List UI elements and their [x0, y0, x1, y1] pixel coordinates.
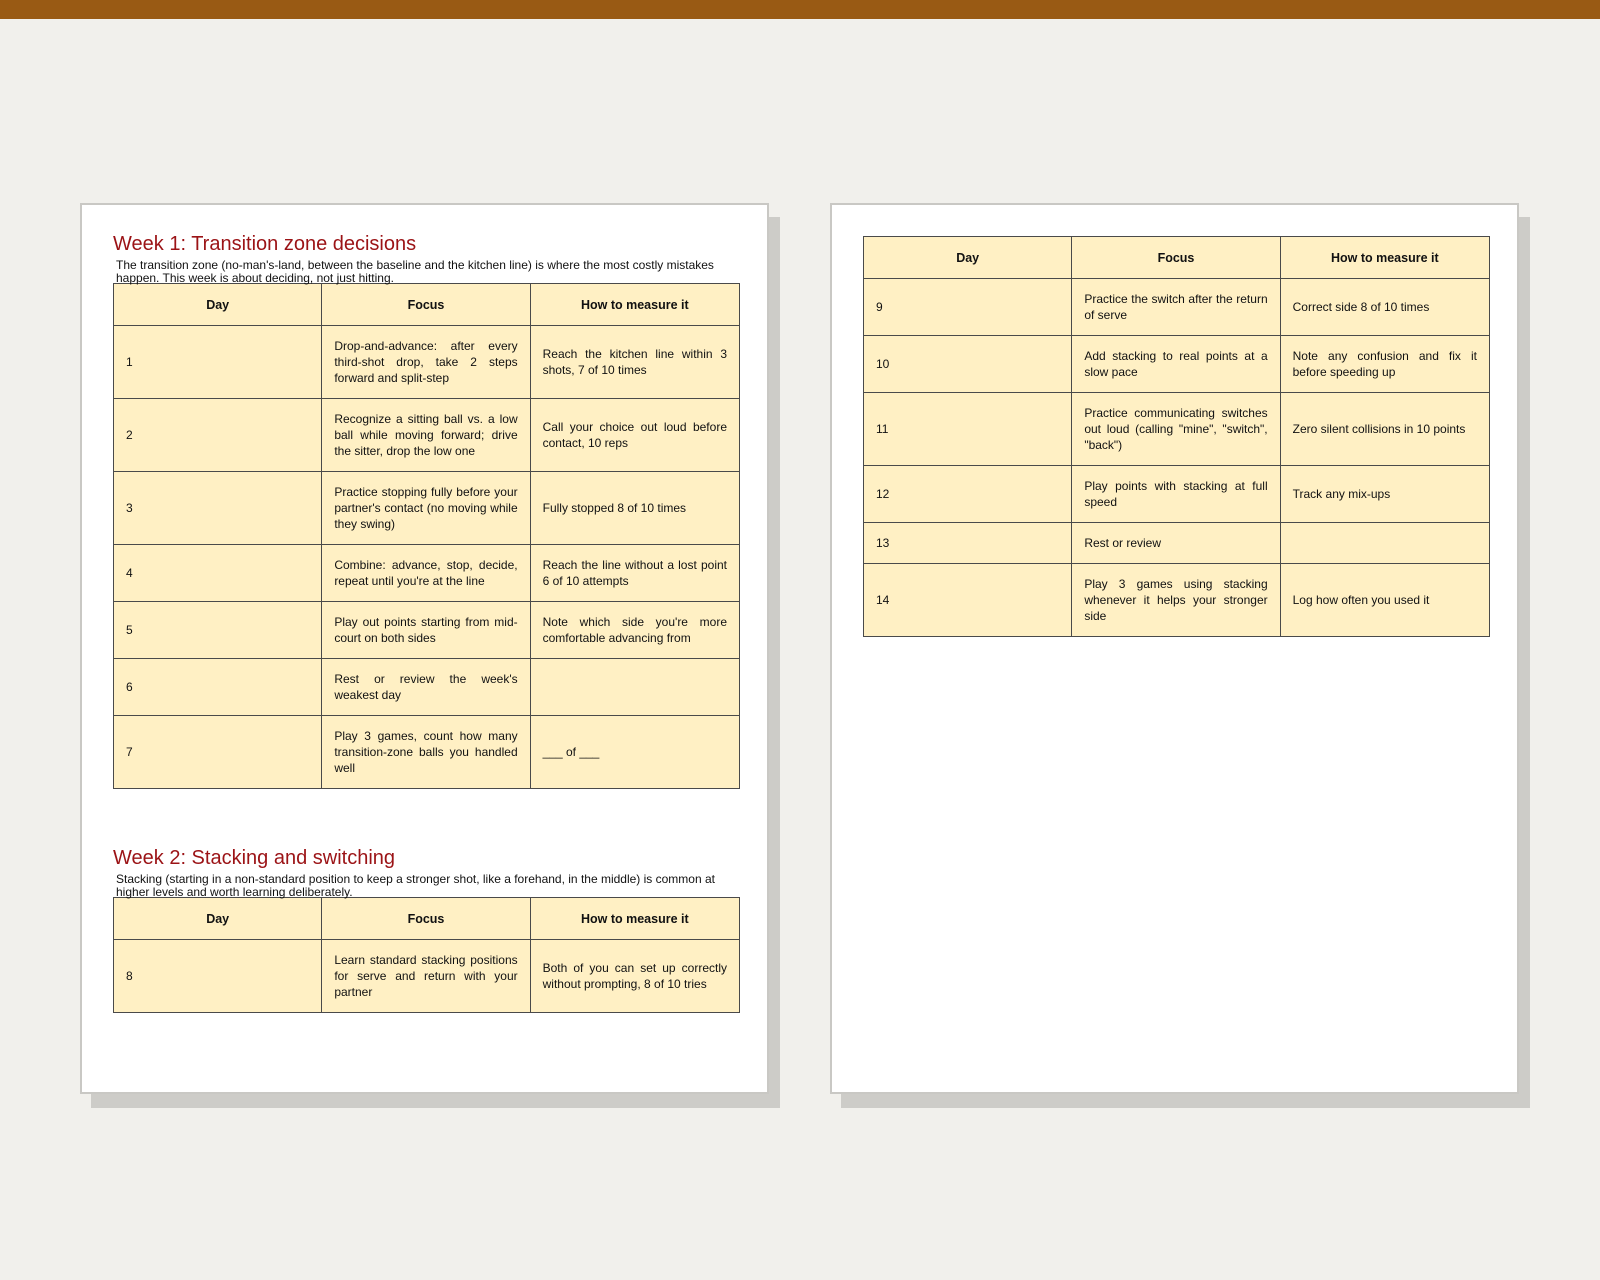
day-cell: 9: [864, 279, 1072, 336]
document-page-2: [830, 203, 1519, 1094]
day-cell: 5: [114, 602, 322, 659]
focus-cell: Recognize a sitting ball vs. a low ball while moving forward; drive the sitter, drop the low one: [322, 399, 530, 472]
measure-cell: Note any confusion and fix it before speeding up: [1280, 336, 1489, 393]
day-cell: 14: [864, 564, 1072, 637]
header-measure: How to measure it: [1280, 237, 1489, 279]
table-header-row: [114, 284, 740, 326]
week2-continued: [863, 236, 1490, 637]
day-cell: 1: [114, 326, 322, 399]
week1-intro: The transition zone (no-man's-land, between the baseline and the kitchen line) is where the most costly mistakes happen. This week is about deciding, not just hitting.: [116, 258, 714, 285]
header-focus: Focus: [322, 898, 530, 940]
week2-intro: Stacking (starting in a non-standard position to keep a stronger shot, like a forehand, in the middle) is common at higher levels and worth learning deliberately.: [116, 872, 715, 899]
focus-cell: Practice communicating switches out loud (calling "mine", "switch", "back"): [1072, 393, 1280, 466]
focus-cell: Drop-and-advance: after every third-shot drop, take 2 steps forward and split-step: [322, 326, 530, 399]
header-measure: How to measure it: [530, 898, 739, 940]
week2-table-part1: [113, 897, 740, 1013]
table-row: [864, 466, 1490, 523]
measure-cell: [530, 659, 739, 716]
table-row: [114, 716, 740, 789]
table-row: [864, 564, 1490, 637]
focus-cell: Combine: advance, stop, decide, repeat until you're at the line: [322, 545, 530, 602]
focus-cell: Practice stopping fully before your partner's contact (no moving while they swing): [322, 472, 530, 545]
table-row: [864, 336, 1490, 393]
day-cell: 7: [114, 716, 322, 789]
header-focus: Focus: [322, 284, 530, 326]
day-cell: 10: [864, 336, 1072, 393]
table-row: [114, 602, 740, 659]
table-row: [864, 393, 1490, 466]
header-day: Day: [864, 237, 1072, 279]
table-row: [114, 326, 740, 399]
measure-cell: Reach the kitchen line within 3 shots, 7 of 10 times: [530, 326, 739, 399]
measure-cell: Note which side you're more comfortable advancing from: [530, 602, 739, 659]
table-header-row: [864, 237, 1490, 279]
document-page-1: [80, 203, 769, 1094]
day-cell: 2: [114, 399, 322, 472]
day-cell: 8: [114, 940, 322, 1013]
table-row: [864, 279, 1490, 336]
week2-section: [113, 846, 740, 1013]
week1-table: [113, 283, 740, 789]
day-cell: 11: [864, 393, 1072, 466]
day-cell: 4: [114, 545, 322, 602]
header-day: Day: [114, 284, 322, 326]
measure-cell: Both of you can set up correctly without prompting, 8 of 10 tries: [530, 940, 739, 1013]
table-row: [114, 472, 740, 545]
focus-cell: Rest or review: [1072, 523, 1280, 564]
week1-title: Week 1: Transition zone decisions: [113, 233, 417, 255]
measure-cell: [1280, 523, 1489, 564]
focus-cell: Rest or review the week's weakest day: [322, 659, 530, 716]
week1-section: [113, 232, 740, 1013]
header-focus: Focus: [1072, 237, 1280, 279]
focus-cell: Play points with stacking at full speed: [1072, 466, 1280, 523]
day-cell: 3: [114, 472, 322, 545]
measure-cell: Log how often you used it: [1280, 564, 1489, 637]
focus-cell: Practice the switch after the return of serve: [1072, 279, 1280, 336]
table-row: [864, 523, 1490, 564]
table-row: [114, 659, 740, 716]
measure-cell: Track any mix-ups: [1280, 466, 1489, 523]
measure-cell: Reach the line without a lost point 6 of 10 attempts: [530, 545, 739, 602]
table-row: [114, 940, 740, 1013]
focus-cell: Play 3 games using stacking whenever it helps your stronger side: [1072, 564, 1280, 637]
week2-title: Week 2: Stacking and switching: [113, 847, 396, 869]
day-cell: 6: [114, 659, 322, 716]
day-cell: 13: [864, 523, 1072, 564]
focus-cell: Play out points starting from mid-court on both sides: [322, 602, 530, 659]
header-measure: How to measure it: [530, 284, 739, 326]
focus-cell: Add stacking to real points at a slow pace: [1072, 336, 1280, 393]
table-header-row: [114, 898, 740, 940]
week2-table-part2: [863, 236, 1490, 637]
table-row: [114, 545, 740, 602]
measure-cell: Fully stopped 8 of 10 times: [530, 472, 739, 545]
top-accent-bar: [0, 0, 1600, 19]
measure-cell: Zero silent collisions in 10 points: [1280, 393, 1489, 466]
header-day: Day: [114, 898, 322, 940]
focus-cell: Play 3 games, count how many transition-zone balls you handled well: [322, 716, 530, 789]
measure-cell: Call your choice out loud before contact, 10 reps: [530, 399, 739, 472]
measure-cell: Correct side 8 of 10 times: [1280, 279, 1489, 336]
measure-cell: ___ of ___: [530, 716, 739, 789]
table-row: [114, 399, 740, 472]
day-cell: 12: [864, 466, 1072, 523]
focus-cell: Learn standard stacking positions for serve and return with your partner: [322, 940, 530, 1013]
